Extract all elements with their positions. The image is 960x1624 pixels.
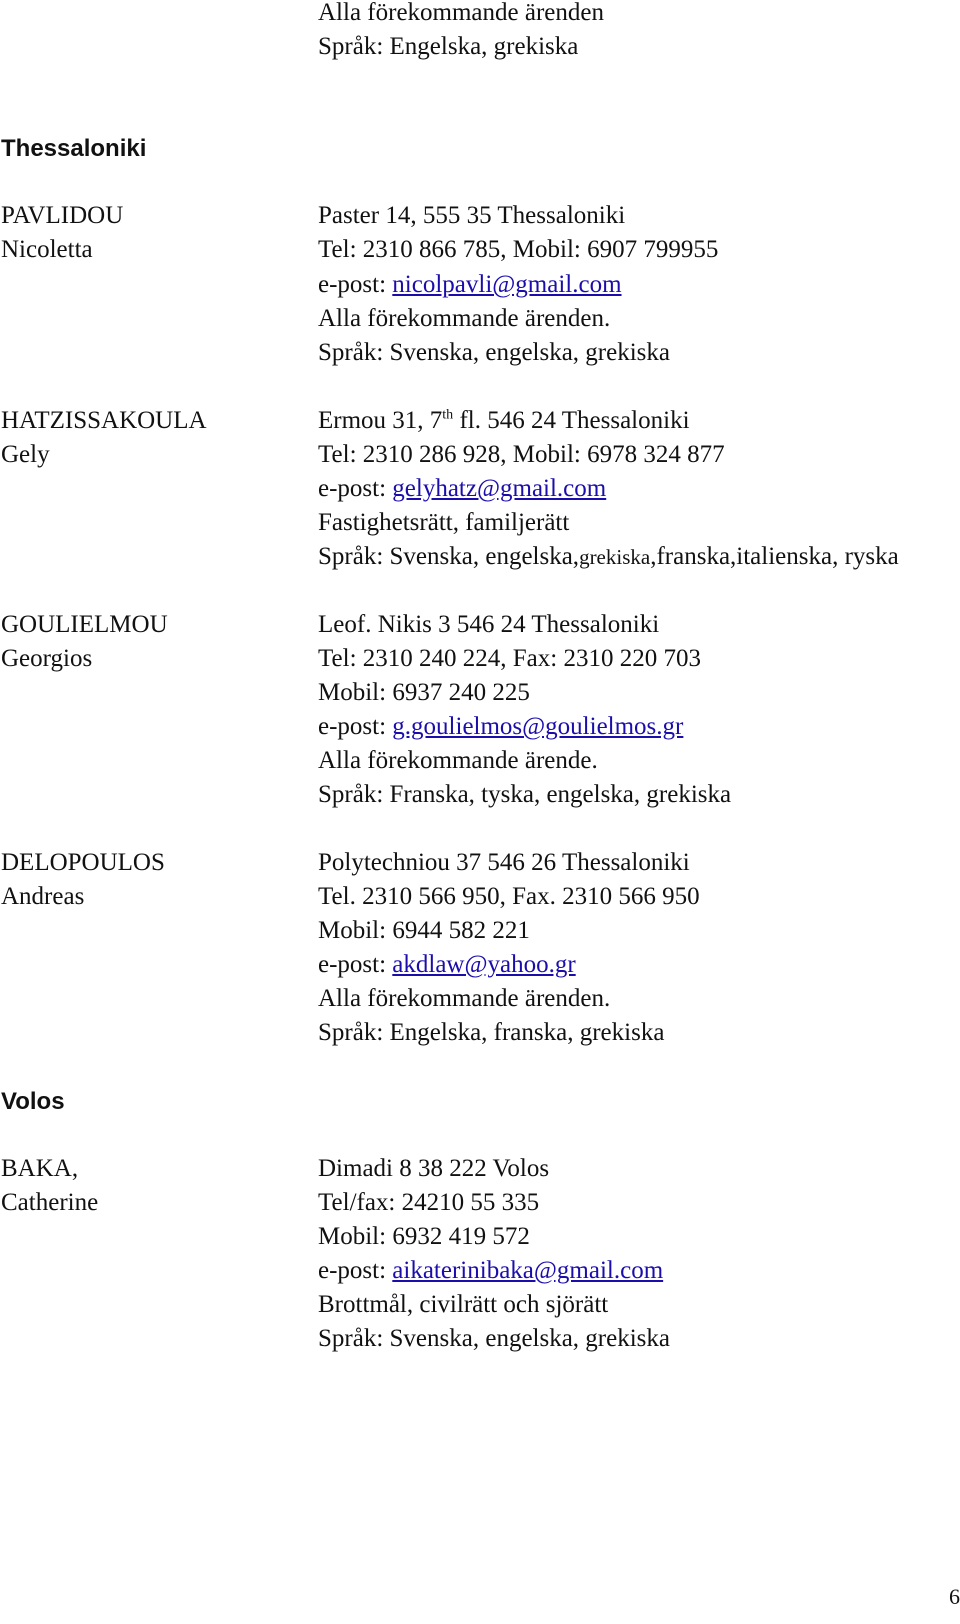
lawyer-practice: Brottmål, civilrätt och sjörätt — [318, 1291, 609, 1318]
lawyer-languages: Språk: Svenska, engelska, grekiska — [318, 1325, 671, 1352]
lawyer-firstname: Gely — [1, 441, 50, 468]
lawyer-surname: BAKA, — [1, 1155, 79, 1182]
lawyer-address: Leof. Nikis 3 546 24 Thessaloniki — [318, 611, 660, 638]
lawyer-languages: Språk: Engelska, franska, grekiska — [318, 1019, 665, 1046]
lawyer-languages: Språk: Svenska, engelska, grekiska — [318, 339, 671, 366]
lawyer-mobile: Mobil: 6932 419 572 — [318, 1223, 530, 1250]
languages-part: Språk: Svenska, engelska, — [318, 543, 580, 570]
lawyer-phone: Tel/fax: 24210 55 335 — [318, 1189, 540, 1216]
lawyer-email-line — [318, 948, 576, 982]
lawyer-phone: Tel: 2310 240 224, Fax: 2310 220 703 — [318, 645, 701, 672]
email-label: e-post: — [318, 951, 387, 978]
languages-part-small: grekiska — [579, 545, 651, 569]
top-practice: Alla förekommande ärenden — [318, 0, 604, 26]
lawyer-languages — [318, 540, 899, 574]
section-heading-thessaloniki: Thessaloniki — [1, 135, 147, 162]
lawyer-email-line — [318, 268, 622, 302]
lawyer-surname: PAVLIDOU — [1, 202, 124, 229]
address-part: Ermou 31, 7 — [318, 407, 443, 434]
lawyer-firstname: Nicoletta — [1, 236, 93, 263]
email-link[interactable]: aikaterinibaka@gmail.com — [392, 1257, 664, 1284]
lawyer-address: Polytechniou 37 546 26 Thessaloniki — [318, 849, 690, 876]
lawyer-phone: Tel: 2310 866 785, Mobil: 6907 799955 — [318, 236, 719, 263]
lawyer-firstname: Catherine — [1, 1189, 99, 1216]
lawyer-practice: Fastighetsrätt, familjerätt — [318, 509, 570, 536]
lawyer-email-line — [318, 472, 606, 506]
lawyer-phone: Tel. 2310 566 950, Fax. 2310 566 950 — [318, 883, 700, 910]
address-part: fl. 546 24 Thessaloniki — [453, 407, 690, 434]
section-heading-volos: Volos — [1, 1088, 65, 1115]
email-label: e-post: — [318, 713, 387, 740]
lawyer-surname: DELOPOULOS — [1, 849, 165, 876]
lawyer-surname: HATZISSAKOULA — [1, 407, 207, 434]
email-label: e-post: — [318, 475, 387, 502]
lawyer-languages: Språk: Franska, tyska, engelska, grekiska — [318, 781, 732, 808]
email-link[interactable]: nicolpavli@gmail.com — [392, 271, 622, 298]
email-link[interactable]: g.goulielmos@goulielmos.gr — [392, 713, 684, 740]
email-label: e-post: — [318, 271, 387, 298]
email-link[interactable]: akdlaw@yahoo.gr — [392, 951, 576, 978]
lawyer-surname: GOULIELMOU — [1, 611, 168, 638]
address-superscript: th — [442, 407, 454, 423]
lawyer-address: Dimadi 8 38 222 Volos — [318, 1155, 550, 1182]
lawyer-practice: Alla förekommande ärenden. — [318, 305, 611, 332]
email-label: e-post: — [318, 1257, 387, 1284]
lawyer-email-line — [318, 710, 683, 744]
lawyer-mobile: Mobil: 6944 582 221 — [318, 917, 530, 944]
languages-part: ,franska,italienska, ryska — [650, 543, 899, 570]
email-link[interactable]: gelyhatz@gmail.com — [392, 475, 607, 502]
lawyer-email-line — [318, 1254, 663, 1288]
lawyer-firstname: Georgios — [1, 645, 93, 672]
lawyer-address — [318, 404, 690, 438]
lawyer-firstname: Andreas — [1, 883, 85, 910]
lawyer-address: Paster 14, 555 35 Thessaloniki — [318, 202, 626, 229]
lawyer-practice: Alla förekommande ärende. — [318, 747, 598, 774]
lawyer-mobile: Mobil: 6937 240 225 — [318, 679, 530, 706]
page-number: 6 — [949, 1584, 960, 1609]
lawyer-practice: Alla förekommande ärenden. — [318, 985, 611, 1012]
lawyer-phone: Tel: 2310 286 928, Mobil: 6978 324 877 — [318, 441, 725, 468]
top-languages: Språk: Engelska, grekiska — [318, 33, 579, 60]
